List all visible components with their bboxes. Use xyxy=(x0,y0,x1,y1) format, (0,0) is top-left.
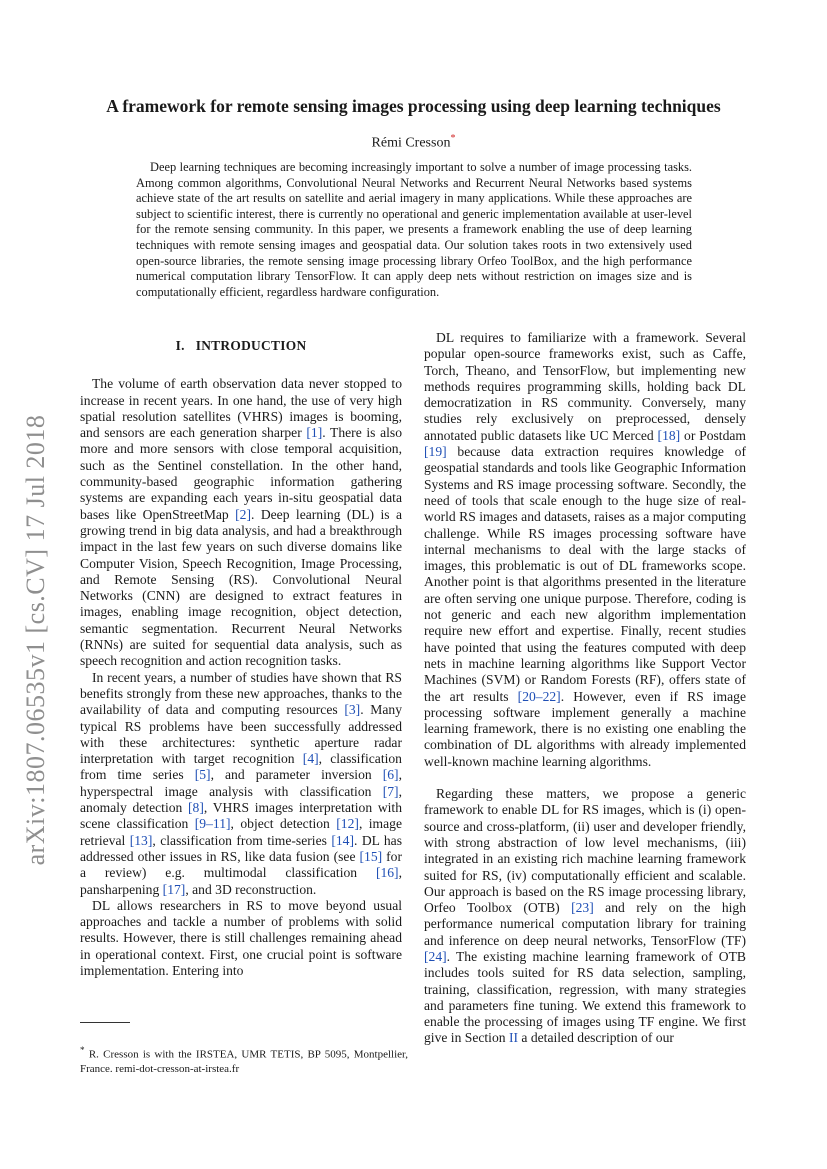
citation-link[interactable]: [24] xyxy=(424,948,447,964)
citation-link[interactable]: [20–22] xyxy=(517,688,561,704)
paragraph xyxy=(424,330,746,770)
citation-link[interactable]: [16] xyxy=(375,865,399,881)
citation-link[interactable]: [2] xyxy=(235,506,252,522)
paragraph-text: , pansharpening xyxy=(80,865,402,897)
citation-link[interactable]: [4] xyxy=(302,751,319,767)
paragraph-text: , VHRS images interpretation with scene classification xyxy=(80,800,402,832)
citation-link[interactable]: [7] xyxy=(382,783,399,799)
paragraph-text: DL requires to familiarize with a framework. Several popular open-source frameworks exist, such as Caffe, Torch, Theano, and TensorFlow, but implementing new methods requires programming skills, holding back DL democratization in RS community. Conversely, many studies rely exclusively on preprocessed, densely annotated public datasets like UC Merced xyxy=(424,330,746,443)
citation-link[interactable]: [23] xyxy=(571,900,594,916)
author-footnote xyxy=(80,1043,408,1076)
paragraph-text: . Deep learning (DL) is a growing trend in big data analysis, and had a breakthrough impact in the last few years on such diverse domains like Computer Vision, Speech Recognition, Image Processing, and Remote Sensing (RS). Convolutional Neural Networks (CNN) are designed to extract features in images, enabling image recognition, object detection, semantic segmentation. Recurrent Neural Networks (RNNs) are suited for sequential data analysis, such as speech recognition and action recognition tasks. xyxy=(80,506,402,669)
paragraph xyxy=(80,376,402,669)
paragraph-text: , classification from time series xyxy=(80,751,402,783)
paragraph-text: or Postdam xyxy=(680,427,746,443)
paragraph-text: , hyperspectral image analysis with classification xyxy=(80,767,402,799)
paragraph-text: Regarding these matters, we propose a generic framework to enable DL for RS images, which is (i) open-source and cross-platform, (ii) user and developer friendly, with strong abstraction of low level mechanisms, (iii) integrated in an existing rich machine learning framework suited for RS, (iv) computationally efficient and scalable. Our approach is based on the RS image processing library, Orfeo Toolbox (OTB) xyxy=(424,786,746,916)
paragraph xyxy=(80,898,402,979)
citation-link[interactable]: [1] xyxy=(306,425,323,441)
citation-link[interactable]: [5] xyxy=(194,767,211,783)
arxiv-identifier-stamp xyxy=(6,340,66,940)
footnote-rule xyxy=(80,1022,130,1023)
paragraph-gap xyxy=(424,770,746,786)
citation-link[interactable]: [6] xyxy=(382,767,399,783)
paragraph-text: , anomaly detection xyxy=(80,783,402,816)
footnote-text: R. Cresson is with the IRSTEA, UMR TETIS, BP 5095, Montpellier, France. remi-dot-cresson-at-irstea.fr xyxy=(80,1048,409,1075)
author-name: Rémi Cresson xyxy=(371,135,451,151)
paragraph-text: . Many typical RS problems have been successfully addressed with these architectures: synthetic aperture radar interpretation with target recognition xyxy=(80,702,403,767)
citation-link[interactable]: [15] xyxy=(359,848,383,864)
paragraph-text: . There is also more and more sensors with close temporal acquisition, such as the Sentinel constellation. In the other hand, community-based geographic information gathering systems are expanding each years in-situ geospatial data bases like OpenStreetMap xyxy=(80,425,402,522)
paragraph-text: a detailed description of our xyxy=(518,1030,674,1046)
author-footnote-mark[interactable]: * xyxy=(450,133,456,144)
section-title: INTRODUCTION xyxy=(195,338,307,353)
arxiv-identifier-text: arXiv:1807.06535v1 [cs.CV] 17 Jul 2018 xyxy=(21,414,50,866)
left-column xyxy=(80,338,402,979)
author-line xyxy=(60,133,767,152)
right-column xyxy=(424,330,746,1047)
paragraph-text: because data extraction requires knowledge of geospatial standards and tools like Geographic Information Systems and RS image processing software. Secondly, the need of tools that scale enough to the huge size of real-world RS images and datasets, raises as a major computing challenge. While RS images processing software have internal mechanisms to deal with the large stacks of images, this problematic is out of DL frameworks scope. Another point is that algorithms presented in the literature are often serving one unique purpose. Therefore, coding is not generic and each new algorithm implementation require new effort and expertise. Finally, recent studies have pointed that using the features computed with deep nets in machine learning algorithms like Support Vector Machines (SVM) or Random Forests (RF), offers state of the art results xyxy=(424,444,746,704)
paragraph-text: , classification from time-series xyxy=(152,832,332,848)
citation-link[interactable]: [17] xyxy=(162,881,186,897)
section-number: I. xyxy=(175,338,185,353)
citation-link[interactable]: [19] xyxy=(424,444,447,460)
paragraph-text: for a review) e.g. multimodal classification xyxy=(80,848,403,881)
citation-link[interactable]: II xyxy=(508,1030,519,1046)
paragraph-text: . However, even if RS image processing software implement generally a machine learning framework, there is no existing one enabling the combination of DL algorithms with already implemented well-known machine learning algorithms. xyxy=(424,688,746,769)
citation-link[interactable]: [8] xyxy=(188,800,204,816)
citation-link[interactable]: [12] xyxy=(336,816,359,832)
citation-link[interactable]: [9–11] xyxy=(194,816,231,832)
paragraph-text: DL allows researchers in RS to move beyond usual approaches and tackle a number of problems with solid results. However, there is still challenges remaining ahead in operational context. First, one crucial point is software implementation. Entering into xyxy=(80,897,402,978)
paragraph-text: , object detection xyxy=(230,816,337,832)
citation-link[interactable]: [14] xyxy=(331,832,354,848)
citation-link[interactable]: [3] xyxy=(344,702,361,718)
paragraph xyxy=(424,786,746,1047)
footnote-mark: * xyxy=(80,1045,85,1055)
paragraph-text: , image retrieval xyxy=(80,816,402,848)
paragraph-text: , and parameter inversion xyxy=(210,767,383,783)
paragraph xyxy=(80,670,402,898)
paragraph-text: . DL has addressed other issues in RS, like data fusion (see xyxy=(80,832,402,864)
abstract: Deep learning techniques are becoming increasingly important to solve a number of image processing tasks. Among common algorithms, Convolutional Neural Networks and Recurrent Neural Networks based systems achieve state of the art results on satellite and aerial imagery in many applications. While these approaches are subject to scientific interest, there is currently no operational and generic implementation available at user-level for the remote sensing community. In this paper, we presents a framework enabling the use of deep learning techniques with remote sensing images and geospatial data. Our solution takes roots in two extensively used open-source libraries, the remote sensing image processing library Orfeo ToolBox, and the high performance numerical computation library TensorFlow. It can apply deep nets without restriction on images size and is computationally efficient, regardless hardware configuration. xyxy=(136,160,692,299)
paragraph-text: In recent years, a number of studies have shown that RS benefits strongly from these new approaches, thanks to the availability of data and computing resources xyxy=(80,669,402,718)
section-heading xyxy=(80,338,402,354)
paragraph-text: The volume of earth observation data never stopped to increase in recent years. In one hand, the use of very high spatial resolution satellites (VHRS) images is booming, and sensors are each generation sharper xyxy=(80,376,402,441)
citation-link[interactable]: [18] xyxy=(657,427,681,443)
paragraph-text: . The existing machine learning framework of OTB includes tools suited for RS data selection, sampling, training, classification, regression, with many strategies and parameters fine tuning. We extend this framework to enable the processing of images using TF engine. We first give in Section xyxy=(424,948,746,1046)
paragraph-text: and rely on the high performance numerical computation library for training and inference on deep neural networks, TensorFlow (TF) xyxy=(424,900,746,948)
paper-title: A framework for remote sensing images processing using deep learning techniques xyxy=(106,96,721,116)
citation-link[interactable]: [13] xyxy=(129,832,153,848)
paragraph-text: , and 3D reconstruction. xyxy=(185,881,317,897)
